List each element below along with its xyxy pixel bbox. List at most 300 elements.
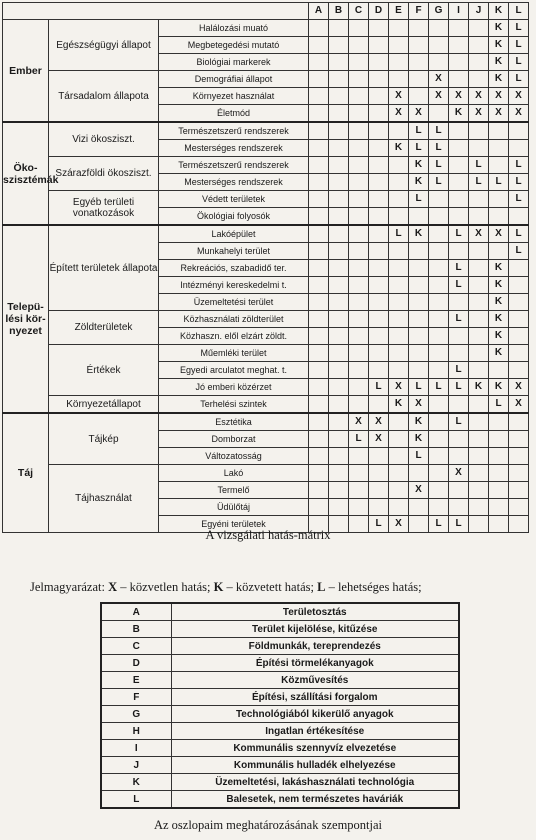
matrix-cell (469, 140, 489, 157)
matrix-cell: X (429, 88, 449, 105)
matrix-cell (369, 328, 389, 345)
matrix-cell (349, 396, 369, 414)
matrix-cell: X (409, 482, 429, 499)
criteria-table (100, 602, 460, 809)
indicator-label: Demográfiai állapot (159, 71, 309, 88)
matrix-cell (409, 260, 429, 277)
matrix-cell (369, 482, 389, 499)
matrix-cell (329, 294, 349, 311)
matrix-cell (409, 88, 429, 105)
subgroup-label: Környezetállapot (49, 396, 159, 414)
legend-l-key: L (317, 580, 326, 594)
matrix-cell: L (449, 260, 469, 277)
indicator-label: Környezet használat (159, 88, 309, 105)
matrix-cell (429, 54, 449, 71)
matrix-cell (449, 71, 469, 88)
subgroup-label: Egyéb területi vonatkozások (49, 191, 159, 226)
matrix-cell (469, 20, 489, 37)
criteria-row (101, 638, 459, 655)
matrix-cell (369, 465, 389, 482)
legend-l-text: – lehetséges hatás; (325, 580, 422, 594)
subgroup-label: Társadalom állapota (49, 71, 159, 123)
criteria-code: L (101, 791, 171, 809)
matrix-cell: L (409, 140, 429, 157)
criteria-text: Technológiából kikerülő anyagok (171, 706, 459, 723)
matrix-cell (349, 328, 369, 345)
matrix-cell (409, 294, 429, 311)
matrix-cell: L (369, 516, 389, 533)
matrix-cell (369, 105, 389, 123)
matrix-cell: L (449, 225, 469, 243)
matrix-cell: L (509, 54, 529, 71)
matrix-cell (309, 54, 329, 71)
matrix-cell (329, 225, 349, 243)
column-header-a: A (309, 3, 329, 20)
criteria-text: Balesetek, nem természetes haváriák (171, 791, 459, 809)
matrix-cell: L (429, 174, 449, 191)
matrix-cell (309, 157, 329, 174)
matrix-cell: L (489, 174, 509, 191)
criteria-row (101, 603, 459, 621)
matrix-cell (349, 54, 369, 71)
indicator-label: Természetszerű rendszerek (159, 122, 309, 140)
matrix-cell: X (449, 88, 469, 105)
matrix-cell (409, 37, 429, 54)
matrix-cell (309, 448, 329, 465)
indicator-label: Jó emberi közérzet (159, 379, 309, 396)
criteria-row (101, 757, 459, 774)
matrix-cell (389, 157, 409, 174)
matrix-header-row (3, 3, 529, 20)
matrix-cell (389, 54, 409, 71)
matrix-cell: K (489, 20, 509, 37)
matrix-cell: X (369, 413, 389, 431)
matrix-cell (489, 243, 509, 260)
matrix-cell (429, 243, 449, 260)
matrix-cell (349, 105, 369, 123)
matrix-cell (449, 54, 469, 71)
matrix-cell (449, 294, 469, 311)
matrix-cell (329, 122, 349, 140)
matrix-cell (509, 465, 529, 482)
matrix-cell: X (469, 225, 489, 243)
matrix-cell (429, 482, 449, 499)
matrix-cell (469, 260, 489, 277)
matrix-cell (329, 345, 349, 362)
matrix-cell (369, 54, 389, 71)
matrix-cell (309, 396, 329, 414)
matrix-cell (329, 208, 349, 226)
matrix-cell: L (509, 20, 529, 37)
matrix-cell: X (389, 88, 409, 105)
matrix-cell (369, 243, 389, 260)
matrix-cell (329, 157, 349, 174)
indicator-label: Műemléki terület (159, 345, 309, 362)
matrix-cell (509, 482, 529, 499)
matrix-cell: L (449, 413, 469, 431)
criteria-row (101, 791, 459, 809)
matrix-cell: L (389, 225, 409, 243)
criteria-row (101, 706, 459, 723)
matrix-cell: L (409, 379, 429, 396)
matrix-cell (369, 499, 389, 516)
matrix-corner (3, 3, 309, 20)
matrix-cell (349, 345, 369, 362)
matrix-cell (409, 71, 429, 88)
matrix-cell (409, 20, 429, 37)
matrix-cell: L (349, 431, 369, 448)
matrix-cell (349, 20, 369, 37)
matrix-cell: X (509, 396, 529, 414)
subgroup-label: Szárazföldi ökosziszt. (49, 157, 159, 191)
matrix-cell (329, 362, 349, 379)
matrix-cell: K (449, 105, 469, 123)
matrix-cell (389, 448, 409, 465)
matrix-cell (329, 191, 349, 208)
matrix-cell (369, 225, 389, 243)
matrix-cell (409, 465, 429, 482)
matrix-cell (349, 260, 369, 277)
matrix-cell (429, 448, 449, 465)
indicator-label: Megbetegedési mutató (159, 37, 309, 54)
matrix-cell: X (469, 88, 489, 105)
matrix-cell (449, 448, 469, 465)
criteria-text: Ingatlan értékesítése (171, 723, 459, 740)
matrix-cell (329, 88, 349, 105)
matrix-cell (329, 328, 349, 345)
indicator-label: Esztétika (159, 413, 309, 431)
indicator-label: Munkahelyi terület (159, 243, 309, 260)
matrix-cell (309, 71, 329, 88)
matrix-cell (329, 413, 349, 431)
matrix-cell: K (409, 431, 429, 448)
column-header-k: K (489, 3, 509, 20)
matrix-cell (369, 277, 389, 294)
legend (30, 580, 422, 595)
matrix-cell (469, 122, 489, 140)
criteria-code: A (101, 603, 171, 621)
matrix-cell (389, 328, 409, 345)
matrix-cell (449, 328, 469, 345)
matrix-cell (369, 396, 389, 414)
matrix-cell (429, 208, 449, 226)
matrix-cell: L (509, 71, 529, 88)
matrix-cell (509, 140, 529, 157)
matrix-cell (409, 243, 429, 260)
matrix-cell: X (389, 105, 409, 123)
matrix-cell (429, 20, 449, 37)
matrix-cell (489, 465, 509, 482)
matrix-cell (429, 225, 449, 243)
matrix-cell (349, 482, 369, 499)
matrix-cell (509, 208, 529, 226)
matrix-cell (509, 311, 529, 328)
criteria-row (101, 689, 459, 706)
matrix-cell (449, 396, 469, 414)
matrix-cell (489, 157, 509, 174)
matrix-cell (349, 174, 369, 191)
matrix-cell (369, 157, 389, 174)
matrix-cell (489, 499, 509, 516)
matrix-cell (329, 260, 349, 277)
matrix-cell (429, 311, 449, 328)
matrix-cell (429, 465, 449, 482)
matrix-cell (309, 37, 329, 54)
matrix-cell (309, 122, 329, 140)
matrix-cell: K (389, 396, 409, 414)
matrix-cell: L (509, 191, 529, 208)
criteria-caption: Az oszlopaim meghatározásának szempontjai (153, 818, 383, 832)
matrix-cell: K (409, 174, 429, 191)
indicator-label: Biológiai markerek (159, 54, 309, 71)
matrix-cell (469, 345, 489, 362)
matrix-cell (329, 311, 349, 328)
matrix-cell (389, 311, 409, 328)
indicator-label: Természetszerű rendszerek (159, 157, 309, 174)
matrix-cell (449, 431, 469, 448)
criteria-text: Kommunális szennyvíz elvezetése (171, 740, 459, 757)
matrix-cell: L (409, 122, 429, 140)
matrix-cell: X (429, 71, 449, 88)
matrix-cell (329, 71, 349, 88)
matrix-cell (309, 431, 329, 448)
indicator-label: Ökológiai folyosók (159, 208, 309, 226)
matrix-cell (449, 191, 469, 208)
matrix-cell (389, 294, 409, 311)
matrix-cell (349, 157, 369, 174)
matrix-cell (329, 465, 349, 482)
matrix-cell (489, 140, 509, 157)
matrix-cell (369, 362, 389, 379)
matrix-cell (389, 243, 409, 260)
matrix-row (3, 122, 529, 140)
matrix-cell: L (429, 157, 449, 174)
matrix-cell (309, 260, 329, 277)
matrix-cell (309, 20, 329, 37)
group-label: Telepü-lési kör-nyezet (3, 225, 49, 413)
criteria-code: B (101, 621, 171, 638)
matrix-cell (469, 243, 489, 260)
matrix-cell (469, 431, 489, 448)
matrix-cell (369, 345, 389, 362)
criteria-row (101, 655, 459, 672)
matrix-cell: K (489, 328, 509, 345)
indicator-label: Mesterséges rendszerek (159, 140, 309, 157)
indicator-label: Domborzat (159, 431, 309, 448)
matrix-cell: X (489, 225, 509, 243)
subgroup-label: Tájkép (49, 413, 159, 465)
impact-matrix (2, 2, 529, 533)
matrix-cell: X (469, 105, 489, 123)
column-header-l: L (509, 3, 529, 20)
matrix-cell (409, 499, 429, 516)
matrix-cell (409, 362, 429, 379)
criteria-text: Építési, szállítási forgalom (171, 689, 459, 706)
matrix-cell: L (509, 37, 529, 54)
matrix-cell (469, 208, 489, 226)
indicator-label: Üzemeltetési terület (159, 294, 309, 311)
matrix-cell: X (509, 379, 529, 396)
matrix-cell (489, 448, 509, 465)
indicator-label: Lakóépület (159, 225, 309, 243)
matrix-cell (449, 499, 469, 516)
criteria-row (101, 774, 459, 791)
criteria-text: Földmunkák, tereprendezés (171, 638, 459, 655)
matrix-cell (309, 88, 329, 105)
matrix-cell (369, 140, 389, 157)
matrix-cell (369, 174, 389, 191)
matrix-cell (429, 499, 449, 516)
matrix-cell: K (389, 140, 409, 157)
matrix-cell: X (449, 465, 469, 482)
matrix-cell: K (409, 413, 429, 431)
matrix-cell (329, 20, 349, 37)
matrix-cell (389, 362, 409, 379)
indicator-label: Rekreációs, szabadidő ter. (159, 260, 309, 277)
matrix-cell (329, 396, 349, 414)
criteria-code: I (101, 740, 171, 757)
matrix-row (3, 225, 529, 243)
matrix-cell (429, 294, 449, 311)
group-label: Öko-szisztémák (3, 122, 49, 225)
matrix-cell (329, 37, 349, 54)
matrix-cell (349, 465, 369, 482)
matrix-cell: L (509, 225, 529, 243)
matrix-cell (329, 243, 349, 260)
matrix-cell (349, 311, 369, 328)
legend-x-key: X (108, 580, 118, 594)
matrix-cell: L (509, 157, 529, 174)
matrix-cell (389, 260, 409, 277)
matrix-cell (309, 413, 329, 431)
matrix-cell: L (449, 277, 469, 294)
matrix-cell (509, 499, 529, 516)
matrix-cell (509, 277, 529, 294)
matrix-cell (329, 174, 349, 191)
matrix-cell (429, 345, 449, 362)
matrix-cell (449, 345, 469, 362)
matrix-cell: L (469, 174, 489, 191)
subgroup-label: Egészségügyi állapot (49, 20, 159, 71)
criteria-row (101, 740, 459, 757)
matrix-cell (469, 54, 489, 71)
matrix-cell (449, 482, 469, 499)
criteria-text: Kommunális hulladék elhelyezése (171, 757, 459, 774)
matrix-cell (369, 20, 389, 37)
indicator-label: Közhaszn. elől elzárt zöldt. (159, 328, 309, 345)
matrix-cell (429, 105, 449, 123)
criteria-text: Közművesítés (171, 672, 459, 689)
criteria-code: H (101, 723, 171, 740)
matrix-row (3, 345, 529, 362)
subgroup-label: Zöldterületek (49, 311, 159, 345)
matrix-cell (469, 71, 489, 88)
matrix-cell (469, 482, 489, 499)
matrix-cell (389, 191, 409, 208)
criteria-row (101, 672, 459, 689)
column-header-i: I (449, 3, 469, 20)
matrix-cell (489, 413, 509, 431)
matrix-cell (429, 191, 449, 208)
matrix-cell (489, 208, 509, 226)
criteria-code: D (101, 655, 171, 672)
matrix-row (3, 71, 529, 88)
matrix-cell (329, 431, 349, 448)
criteria-text: Területosztás (171, 603, 459, 621)
matrix-cell (469, 362, 489, 379)
matrix-cell (489, 122, 509, 140)
column-header-d: D (369, 3, 389, 20)
matrix-row (3, 396, 529, 414)
matrix-cell (389, 174, 409, 191)
matrix-cell (309, 345, 329, 362)
matrix-cell (389, 208, 409, 226)
matrix-cell (309, 465, 329, 482)
matrix-cell (309, 482, 329, 499)
matrix-cell (369, 88, 389, 105)
column-header-c: C (349, 3, 369, 20)
matrix-cell (329, 277, 349, 294)
matrix-cell (329, 54, 349, 71)
legend-x-text: – közvetlen hatás; (117, 580, 214, 594)
indicator-label: Lakó (159, 465, 309, 482)
criteria-text: Építési törmelékanyagok (171, 655, 459, 672)
matrix-cell (469, 396, 489, 414)
indicator-label: Üdülőtáj (159, 499, 309, 516)
matrix-cell (309, 277, 329, 294)
criteria-row (101, 621, 459, 638)
matrix-cell (369, 311, 389, 328)
matrix-row (3, 465, 529, 482)
matrix-cell: L (429, 122, 449, 140)
matrix-cell (329, 482, 349, 499)
criteria-code: C (101, 638, 171, 655)
matrix-cell (449, 37, 469, 54)
matrix-cell: X (489, 105, 509, 123)
matrix-cell (389, 37, 409, 54)
column-header-g: G (429, 3, 449, 20)
criteria-row (101, 723, 459, 740)
matrix-cell (309, 140, 329, 157)
matrix-cell: L (369, 379, 389, 396)
matrix-cell: K (489, 37, 509, 54)
matrix-cell (349, 448, 369, 465)
matrix-cell (349, 88, 369, 105)
matrix-cell (309, 294, 329, 311)
legend-k-key: K (213, 580, 224, 594)
matrix-cell: X (489, 88, 509, 105)
indicator-label: Egyéni területek (159, 516, 309, 533)
matrix-cell (449, 174, 469, 191)
matrix-cell: L (429, 140, 449, 157)
matrix-cell (489, 191, 509, 208)
matrix-cell: X (349, 413, 369, 431)
subgroup-label: Értékek (49, 345, 159, 396)
indicator-label: Termelő (159, 482, 309, 499)
matrix-cell: K (489, 260, 509, 277)
matrix-cell (329, 140, 349, 157)
matrix-cell: K (489, 311, 509, 328)
matrix-cell: L (429, 379, 449, 396)
matrix-cell (449, 20, 469, 37)
matrix-cell (429, 431, 449, 448)
matrix-cell (349, 191, 369, 208)
matrix-cell (509, 122, 529, 140)
indicator-label: Védett területek (159, 191, 309, 208)
matrix-cell (389, 71, 409, 88)
matrix-cell (309, 243, 329, 260)
matrix-cell (389, 20, 409, 37)
